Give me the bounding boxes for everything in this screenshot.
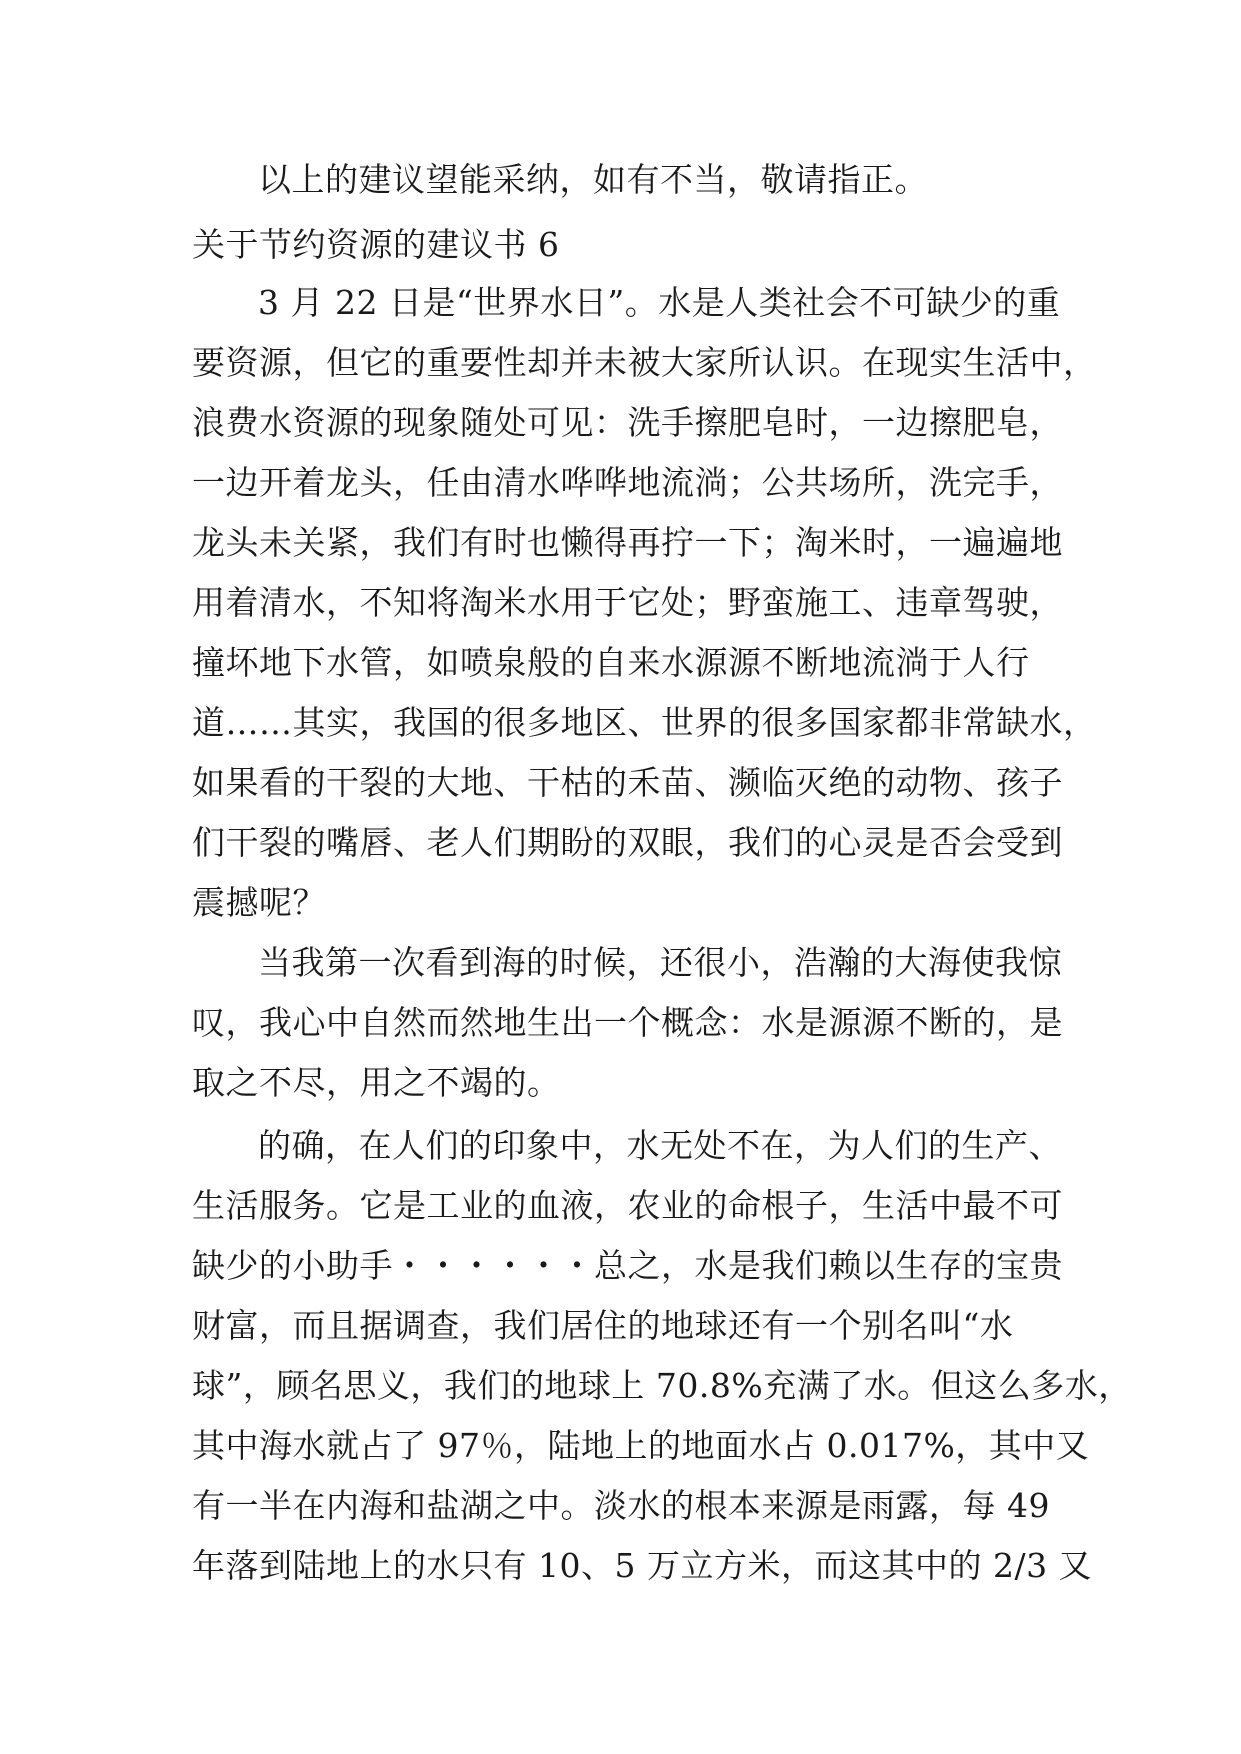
section-title: 关于节约资源的建议书 6 [192,225,560,264]
paragraph-line: 龙头未关紧，我们有时也懒得再拧一下；淘米时，一遍遍地 [192,523,1063,562]
paragraph-line: 一边开着龙头，任由清水哗哗地流淌；公共场所，洗完手， [192,463,1063,502]
paragraph-line: 年落到陆地上的水只有 10、5 万立方米，而这其中的 2/3 又 [192,1546,1093,1585]
paragraph-line: 3 月 22 日是“世界水日”。水是人类社会不可缺少的重 [258,283,1061,322]
paragraph-line: 道……其实，我国的很多地区、世界的很多国家都非常缺水， [192,703,1097,742]
paragraph-line: 生活服务。它是工业的血液，农业的命根子，生活中最不可 [192,1186,1063,1225]
paragraph-line: 震撼呢？ [192,883,326,922]
paragraph-line: 用着清水，不知将淘米水用于它处；野蛮施工、违章驾驶， [192,583,1063,622]
paragraph-line: 要资源，但它的重要性却并未被大家所认识。在现实生活中， [192,343,1097,382]
paragraph-line: 球”，顾名思义，我们的地球上 70.8%充满了水。但这么多水， [192,1366,1132,1405]
paragraph-line: 有一半在内海和盐湖之中。淡水的根本来源是雨露，每 49 [192,1486,1050,1525]
paragraph-line: 的确，在人们的印象中，水无处不在，为人们的生产、 [258,1126,1062,1165]
paragraph-line: 撞坏地下水管，如喷泉般的自来水源源不断地流淌于人行 [192,643,1030,682]
paragraph-line: 缺少的小助手・・・・・・总之，水是我们赖以生存的宝贵 [192,1246,1063,1285]
paragraph-line: 叹，我心中自然而然地生出一个概念：水是源源不断的，是 [192,1003,1063,1042]
paragraph-line: 们干裂的嘴唇、老人们期盼的双眼，我们的心灵是否会受到 [192,823,1063,862]
paragraph-line: 当我第一次看到海的时候，还很小，浩瀚的大海使我惊 [258,943,1062,982]
paragraph-line: 其中海水就占了 97％，陆地上的地面水占 0.017%，其中又 [192,1426,1090,1465]
closing-sentence: 以上的建议望能采纳，如有不当，敬请指正。 [258,160,928,199]
paragraph-line: 财富，而且据调查，我们居住的地球还有一个别名叫“水 [192,1306,1014,1345]
paragraph-line: 浪费水资源的现象随处可见：洗手擦肥皂时，一边擦肥皂， [192,403,1063,442]
paragraph-line: 取之不尽，用之不竭的。 [192,1063,561,1102]
paragraph-line: 如果看的干裂的大地、干枯的禾苗、濒临灭绝的动物、孩子 [192,763,1063,802]
